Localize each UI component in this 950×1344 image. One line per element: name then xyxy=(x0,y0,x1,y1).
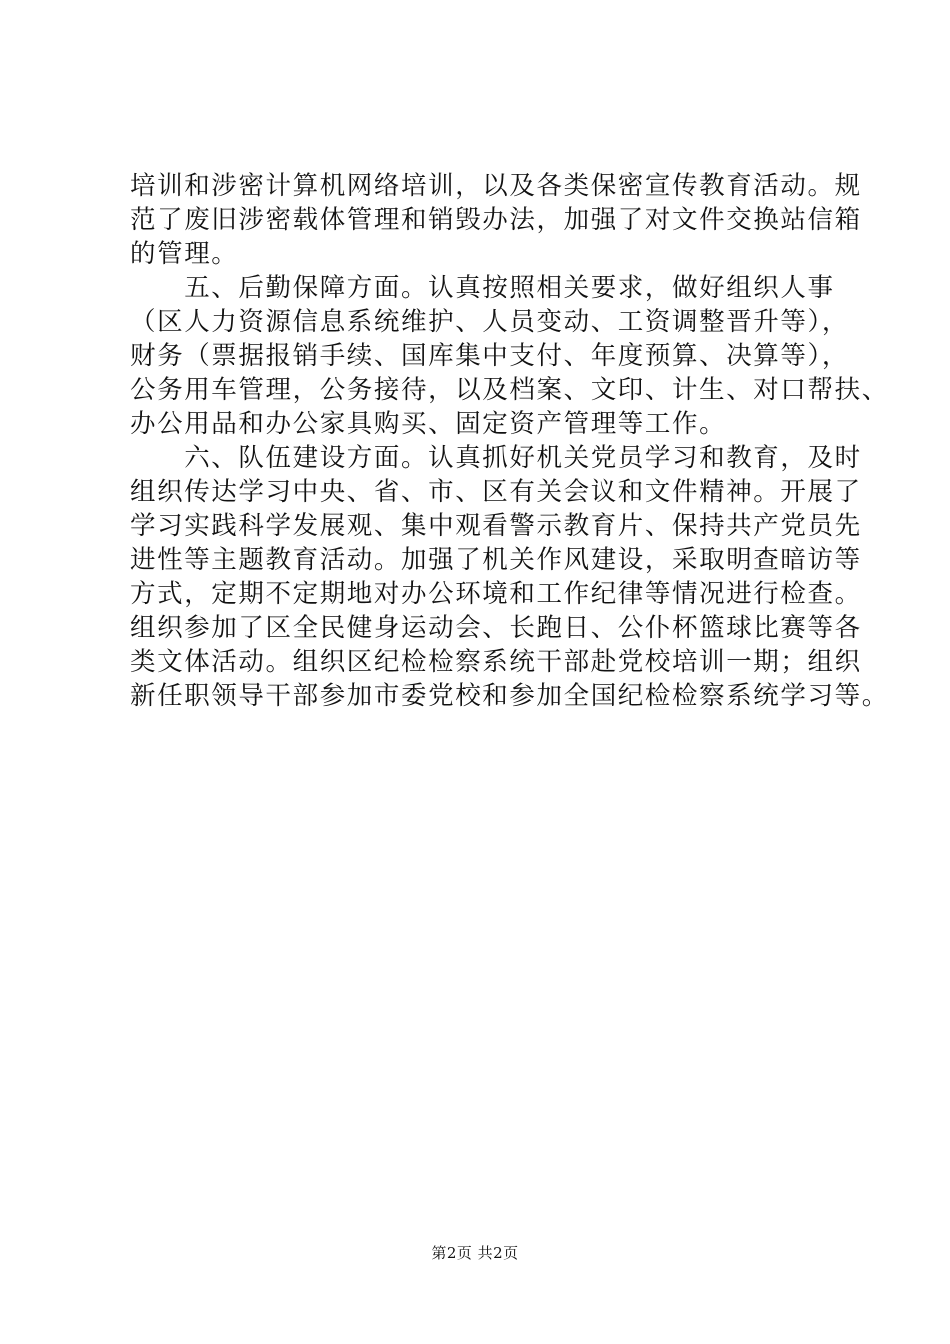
text-line: 类文体活动。组织区纪检检察系统干部赴党校培训一期；组织 xyxy=(130,647,862,677)
text-line: 方式，定期不定期地对办公环境和工作纪律等情况进行检查。 xyxy=(130,579,862,609)
text-line: 学习实践科学发展观、集中观看警示教育片、保持共产党员先 xyxy=(130,511,862,541)
text-line: 公务用车管理，公务接待，以及档案、文印、计生、对口帮扶、 xyxy=(130,375,889,405)
text-line: 范了废旧涉密载体管理和销毁办法，加强了对文件交换站信箱 xyxy=(130,205,862,235)
text-line: 的管理。 xyxy=(130,239,239,269)
document-body xyxy=(130,169,889,713)
text-line: 办公用品和办公家具购买、固定资产管理等工作。 xyxy=(130,409,727,439)
page-number-footer: 第2页 共2页 xyxy=(431,1244,519,1262)
text-line: 组织参加了区全民健身运动会、长跑日、公仆杯篮球比赛等各 xyxy=(130,613,862,643)
text-line: 进性等主题教育活动。加强了机关作风建设，采取明查暗访等 xyxy=(130,545,862,575)
text-line: 培训和涉密计算机网络培训，以及各类保密宣传教育活动。规 xyxy=(130,171,862,201)
section-heading-line: 六、队伍建设方面。认真抓好机关党员学习和教育，及时 xyxy=(130,443,862,473)
section-heading-line: 五、后勤保障方面。认真按照相关要求，做好组织人事 xyxy=(130,273,835,303)
text-line: （区人力资源信息系统维护、人员变动、工资调整晋升等）， xyxy=(130,307,849,337)
text-line: 财务（票据报销手续、国库集中支付、年度预算、决算等）， xyxy=(130,341,849,371)
text-line: 新任职领导干部参加市委党校和参加全国纪检检察系统学习等。 xyxy=(130,681,889,711)
text-line: 组织传达学习中央、省、市、区有关会议和文件精神。开展了 xyxy=(130,477,862,507)
